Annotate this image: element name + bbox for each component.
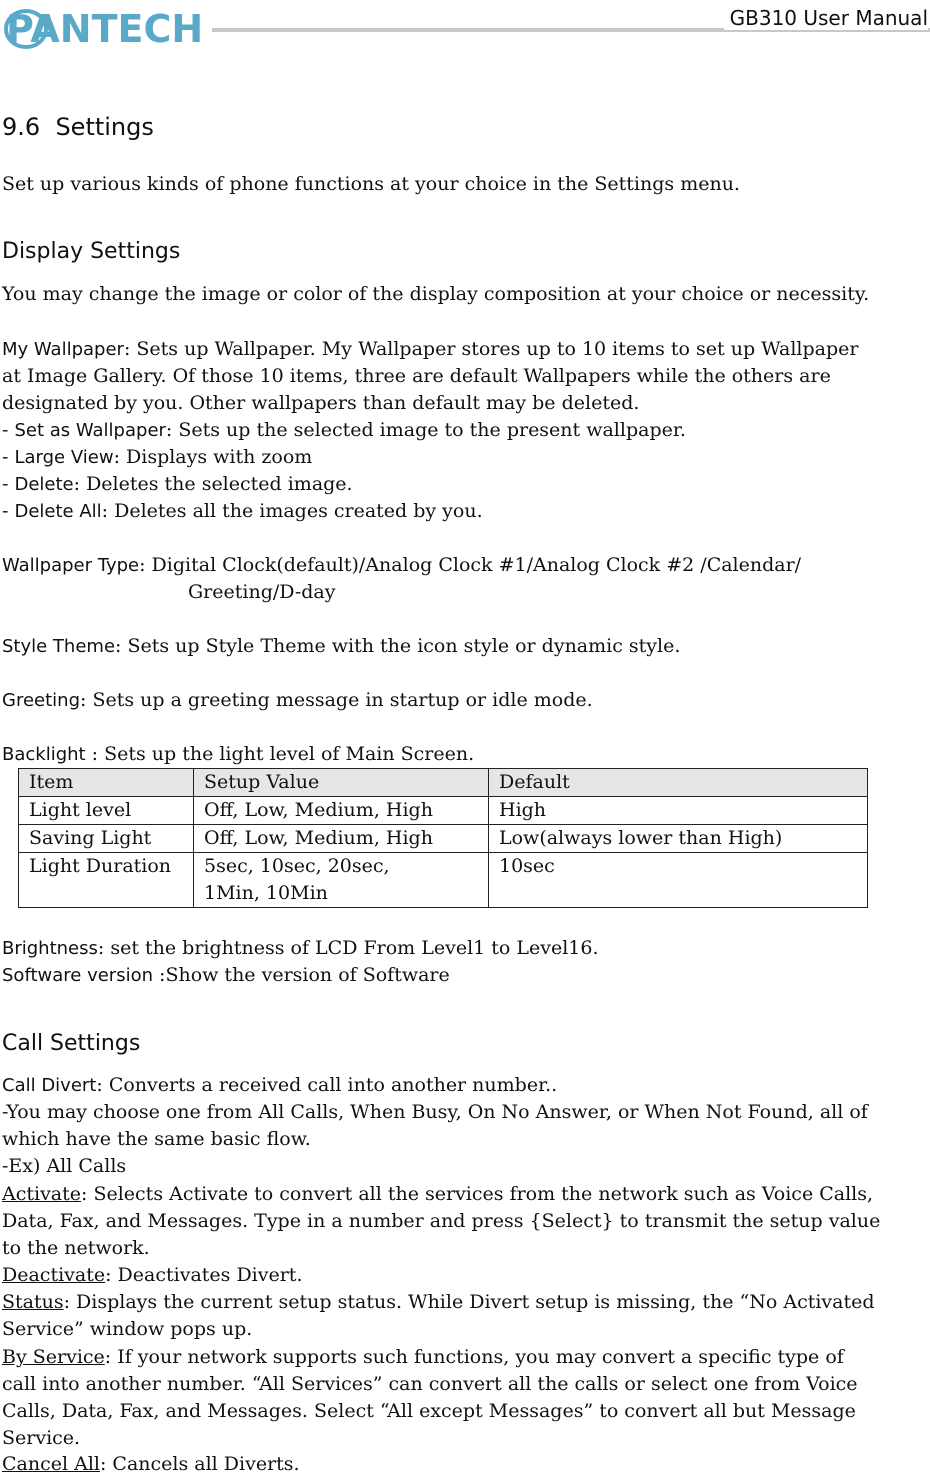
by-service-term: By Service [2, 1346, 105, 1368]
brightness-term: Brightness [2, 938, 98, 959]
wallpaper-item: - Set as Wallpaper: Sets up the selected image to the present wallpaper. [2, 419, 686, 441]
call-divert-term: Call Divert [2, 1075, 97, 1096]
call-divert-line: Call Divert: Converts a received call into another number.. [2, 1074, 558, 1096]
table-header-cell: Item [19, 769, 194, 797]
backlight-line: Backlight : Sets up the light level of Main Screen. [2, 743, 475, 765]
backlight-table [18, 768, 868, 908]
activate-line3: to the network. [2, 1237, 150, 1259]
cancel-all-term: Cancel All [2, 1453, 100, 1475]
wallpaper-type-line2: Greeting/D-day [188, 581, 336, 603]
my-wallpaper-term: My Wallpaper [2, 339, 124, 360]
deactivate-term: Deactivate [2, 1264, 106, 1286]
activate-term: Activate [2, 1183, 82, 1205]
table-row [19, 797, 868, 825]
deactivate-line: Deactivate: Deactivates Divert. [2, 1264, 303, 1286]
greeting-line: Greeting: Sets up a greeting message in startup or idle mode. [2, 689, 593, 711]
my-wallpaper-line2: at Image Gallery. Of those 10 items, three are default Wallpapers while the others are [2, 365, 831, 387]
table-cell: Light level [19, 797, 194, 825]
brightness-line: Brightness: set the brightness of LCD From Level1 to Level16. [2, 937, 599, 959]
table-header-cell: Default [489, 769, 868, 797]
pantech-logo [2, 2, 212, 54]
table-cell: Saving Light [19, 825, 194, 853]
wallpaper-item: - Delete All: Deletes all the images created by you. [2, 500, 483, 522]
my-wallpaper-line3: designated by you. Other wallpapers than default may be deleted. [2, 392, 640, 414]
table-cell: 10sec [489, 853, 868, 908]
by-service-line1: By Service: If your network supports such functions, you may convert a specific type of [2, 1346, 844, 1368]
example-line: -Ex) All Calls [2, 1155, 127, 1177]
table-cell: 5sec, 10sec, 20sec, 1Min, 10Min [194, 853, 489, 908]
table-cell: Off, Low, Medium, High [194, 797, 489, 825]
software-version-term: Software version [2, 965, 153, 986]
activate-line1: Activate: Selects Activate to convert all the services from the network such as Voice Calls, [2, 1183, 874, 1205]
choose-line2: which have the same basic flow. [2, 1128, 311, 1150]
style-theme-line: Style Theme: Sets up Style Theme with the icon style or dynamic style. [2, 635, 681, 657]
status-line1: Status: Displays the current setup status. While Divert setup is missing, the “No Activated [2, 1291, 875, 1313]
table-header-cell: Setup Value [194, 769, 489, 797]
software-version-line: Software version :Show the version of Software [2, 964, 450, 986]
activate-line2: Data, Fax, and Messages. Type in a number and press {Select} to transmit the setup value [2, 1210, 881, 1232]
style-theme-term: Style Theme [2, 636, 116, 657]
section-number: 9.6 [2, 113, 41, 141]
wallpaper-item: - Delete: Deletes the selected image. [2, 473, 353, 495]
table-row [19, 853, 868, 908]
section-title: Settings [55, 113, 154, 141]
table-header-row [19, 769, 868, 797]
choose-line1: -You may choose one from All Calls, When Busy, On No Answer, or When Not Found, all of [2, 1101, 868, 1123]
by-service-line3: Calls, Data, Fax, and Messages. Select “All except Messages” to convert all but Message [2, 1400, 856, 1422]
table-cell: Low(always lower than High) [489, 825, 868, 853]
table-cell: High [489, 797, 868, 825]
table-cell: Light Duration [19, 853, 194, 908]
backlight-term: Backlight [2, 744, 86, 765]
display-intro: You may change the image or color of the display composition at your choice or necessity. [2, 283, 870, 305]
table-cell: Off, Low, Medium, High [194, 825, 489, 853]
by-service-line4: Service. [2, 1427, 81, 1449]
svg-text:PANTECH: PANTECH [6, 7, 204, 51]
status-term: Status [2, 1291, 64, 1313]
wallpaper-item: - Large View: Displays with zoom [2, 446, 313, 468]
my-wallpaper-line1: My Wallpaper: Sets up Wallpaper. My Wallpaper stores up to 10 items to set up Wallpaper [2, 338, 859, 360]
by-service-line2: call into another number. “All Services” can convert all the calls or select one from Voice [2, 1373, 858, 1395]
call-settings-heading: Call Settings [2, 1031, 141, 1056]
greeting-term: Greeting [2, 690, 80, 711]
table-row [19, 825, 868, 853]
section-intro: Set up various kinds of phone functions at your choice in the Settings menu. [2, 173, 740, 195]
display-settings-heading: Display Settings [2, 239, 181, 264]
wallpaper-type-line1: Wallpaper Type: Digital Clock(default)/Analog Clock #1/Analog Clock #2 /Calendar/ [2, 554, 802, 576]
cancel-all-line: Cancel All: Cancels all Diverts. [2, 1453, 300, 1475]
section-heading [2, 114, 154, 141]
wallpaper-type-term: Wallpaper Type [2, 555, 140, 576]
page-header [0, 0, 930, 60]
status-line2: Service” window pops up. [2, 1318, 253, 1340]
manual-title: GB310 User Manual [724, 6, 928, 30]
